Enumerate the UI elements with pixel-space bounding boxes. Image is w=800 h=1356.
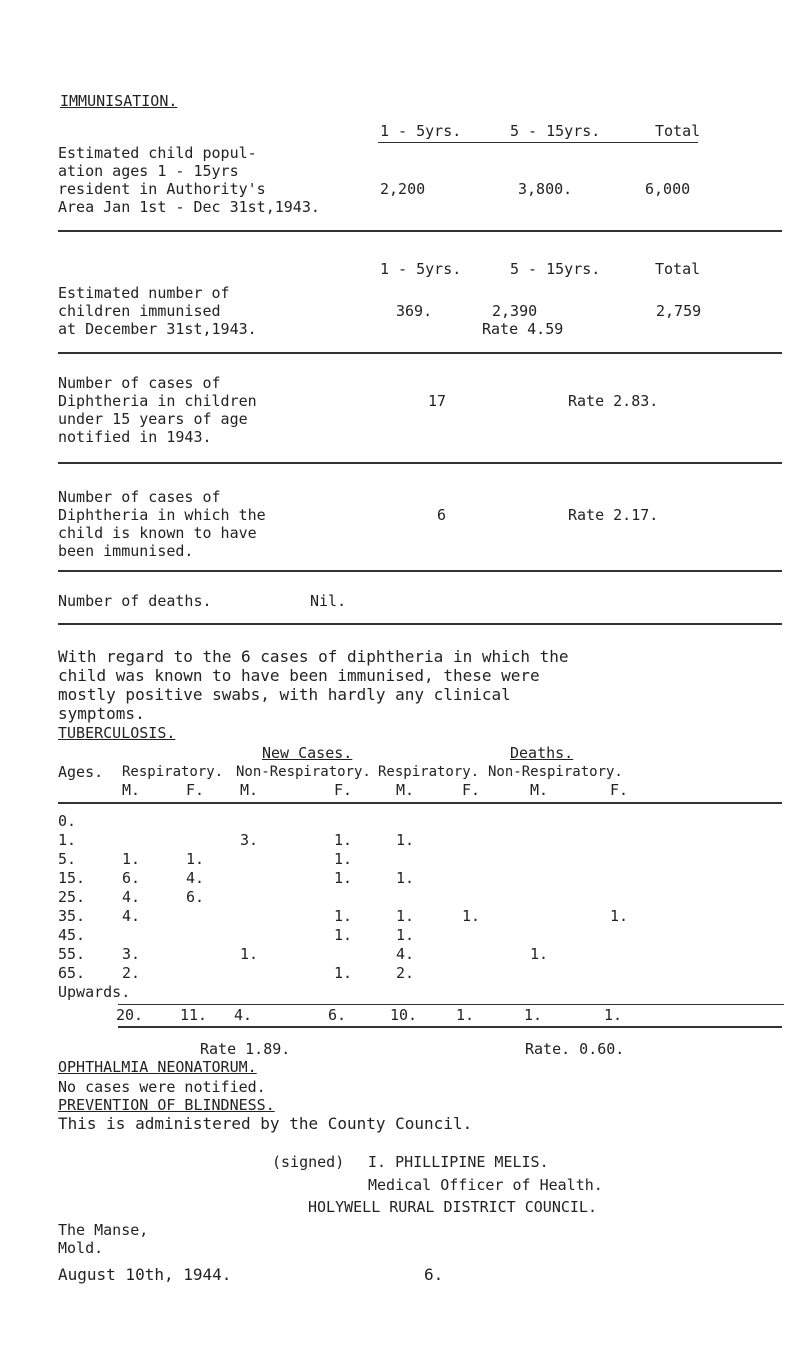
ophthalmia-text: No cases were notified. [58,1078,266,1096]
tb-age-label: 35. [58,907,86,925]
deaths-label: Number of deaths. [58,592,212,610]
immunisation-heading: IMMUNISATION. [60,92,178,110]
pop-value-total: 6,000 [645,180,691,198]
dipimm-label-1: Number of cases of [58,488,221,506]
tb-cell: 3. [122,945,141,963]
section-rule [58,352,782,354]
ophthalmia-heading: OPHTHALMIA NEONATORUM. [58,1058,257,1076]
tb-totals-overline [118,1004,784,1005]
imm-value-1-5: 369. [396,302,433,320]
dip-label-4: notified in 1943. [58,428,212,446]
tb-age-label: 25. [58,888,86,906]
tb-cell: 4. [122,888,141,906]
tb-ages-label: Ages. [58,763,104,781]
section-rule [58,623,782,625]
paragraph-line-3: mostly positive swabs, with hardly any clinical [58,685,511,704]
tb-cell: 1. [610,907,629,925]
tuberculosis-heading: TUBERCULOSIS. [58,724,176,742]
tb-cell: 1. [334,831,353,849]
tb-cell: 2. [122,964,141,982]
tb-nonresp-deaths-header: Non-Respiratory. [488,764,623,780]
tb-cell: 4. [396,945,415,963]
signatory-name: I. PHILLIPINE MELIS. [368,1153,549,1171]
tb-total-cell: 1. [524,1006,543,1024]
tb-cell: 3. [240,831,259,849]
pop-label-4: Area Jan 1st - Dec 31st,1943. [58,198,320,216]
dipimm-label-3: child is known to have [58,524,257,542]
report-date: August 10th, 1944. [58,1265,232,1284]
pop-header-total: Total [655,122,701,140]
imm-rate: Rate 4.59 [482,320,564,338]
tb-sex-header: F. [462,781,481,799]
tb-respiratory-header: Respiratory. [122,764,224,780]
tb-cell: 1. [396,831,415,849]
dipimm-rate: Rate 2.17. [568,506,659,524]
section-rule [58,230,782,232]
tb-total-cell: 11. [180,1006,208,1024]
tb-total-cell: 1. [456,1006,475,1024]
tb-rate-new: Rate 1.89. [200,1040,291,1058]
tb-age-label: 0. [58,812,77,830]
tb-cell: 1. [186,850,205,868]
tb-cell: 1. [396,907,415,925]
dip-count: 17 [428,392,447,410]
tb-age-label: 15. [58,869,86,887]
imm-label-1: Estimated number of [58,284,230,302]
tb-age-label: 55. [58,945,86,963]
pop-value-5-15: 3,800. [518,180,573,198]
address-line-2: Mold. [58,1239,104,1257]
tb-age-label: 65. [58,964,86,982]
paragraph-line-4: symptoms. [58,704,145,723]
dipimm-label-2: Diphtheria in which the [58,506,266,524]
dipimm-count: 6 [437,506,447,524]
tb-sex-header: F. [186,781,205,799]
imm-label-3: at December 31st,1943. [58,320,257,338]
tb-cell: 1. [530,945,549,963]
dip-rate: Rate 2.83. [568,392,659,410]
tb-sex-header: M. [530,781,549,799]
tb-cell: 4. [122,907,141,925]
tb-cell: 1. [240,945,259,963]
council-name: HOLYWELL RURAL DISTRICT COUNCIL. [308,1198,597,1216]
tb-age-label: 1. [58,831,77,849]
pop-header-1-5: 1 - 5yrs. [380,122,462,140]
tb-age-label: 5. [58,850,77,868]
tb-sex-header: F. [334,781,353,799]
tb-new-cases-heading: New Cases. [262,744,353,762]
pop-label-1: Estimated child popul- [58,144,257,162]
paragraph-line-2: child was known to have been immunised, these were [58,666,540,685]
tb-rate-deaths: Rate. 0.60. [525,1040,625,1058]
tb-resp-deaths-header: Respiratory. [378,764,480,780]
paragraph-line-1: With regard to the 6 cases of diphtheria in which the [58,647,569,666]
dipimm-label-4: been immunised. [58,542,194,560]
tb-sex-header: M. [240,781,259,799]
pop-header-underline [378,142,698,143]
tb-cell: 6. [122,869,141,887]
tb-total-cell: 6. [328,1006,347,1024]
tb-age-label: Upwards. [58,983,131,1001]
section-rule [58,570,782,572]
dip-label-1: Number of cases of [58,374,221,392]
dip-label-3: under 15 years of age [58,410,248,428]
page-number: 6. [424,1265,444,1284]
tb-total-cell: 10. [390,1006,418,1024]
pop-label-3: resident in Authority's [58,180,266,198]
imm-header-1-5: 1 - 5yrs. [380,260,462,278]
tb-age-label: 45. [58,926,86,944]
imm-header-total: Total [655,260,701,278]
tb-sex-header: M. [122,781,141,799]
tb-cell: 1. [334,964,353,982]
pop-value-1-5: 2,200 [380,180,426,198]
imm-label-2: children immunised [58,302,221,320]
tb-sex-header: M. [396,781,415,799]
tb-total-cell: 1. [604,1006,623,1024]
tb-cell: 2. [396,964,415,982]
blindness-heading: PREVENTION OF BLINDNESS. [58,1096,275,1114]
tb-cell: 1. [396,926,415,944]
tb-cell: 1. [396,869,415,887]
tb-cell: 4. [186,869,205,887]
imm-value-total: 2,759 [656,302,702,320]
tb-total-cell: 20. [116,1006,144,1024]
imm-value-5-15: 2,390 [492,302,538,320]
tb-nonresp-header: Non-Respiratory. [236,764,371,780]
tb-cell: 1. [122,850,141,868]
tb-total-cell: 4. [234,1006,253,1024]
tb-deaths-heading: Deaths. [510,744,574,762]
dip-label-2: Diphtheria in children [58,392,257,410]
signed-label: (signed) [272,1153,345,1171]
blindness-text: This is administered by the County Council. [58,1114,473,1133]
tb-cell: 1. [334,869,353,887]
tb-table-rule [58,802,782,804]
signatory-title: Medical Officer of Health. [368,1176,603,1194]
pop-header-5-15: 5 - 15yrs. [510,122,601,140]
tb-cell: 1. [334,926,353,944]
tb-cell: 6. [186,888,205,906]
tb-cell: 1. [462,907,481,925]
address-line-1: The Manse, [58,1221,149,1239]
imm-header-5-15: 5 - 15yrs. [510,260,601,278]
tb-cell: 1. [334,907,353,925]
tb-cell: 1. [334,850,353,868]
tb-totals-underline [118,1026,782,1028]
deaths-value: Nil. [310,592,347,610]
tb-sex-header: F. [610,781,629,799]
section-rule [58,462,782,464]
pop-label-2: ation ages 1 - 15yrs [58,162,239,180]
